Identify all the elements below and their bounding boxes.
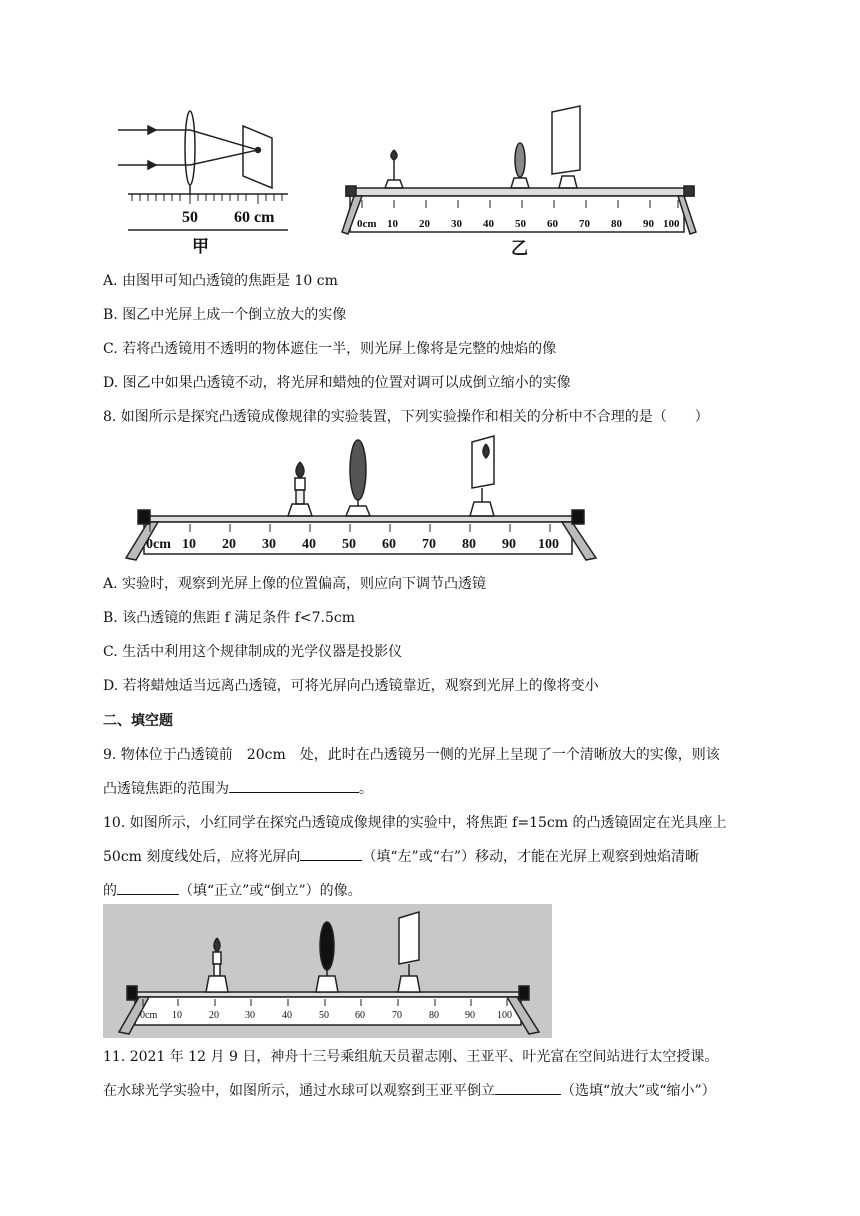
q11-line1: 11. 2021 年 12 月 9 日，神舟十三号乘组航天员翟志刚、王亚平、叶光富在空间站进行太空授课。 xyxy=(103,1049,719,1065)
q11-line2-text: 在水球光学实验中，如图所示，通过水球可以观察到王亚平倒立 xyxy=(103,1083,495,1099)
q7-option-d: D. 图乙中如果凸透镜不动，将光屏和蜡烛的位置对调可以成倒立缩小的实像 xyxy=(103,375,571,391)
q11-line2-end: （选填“放大”或“缩小”） xyxy=(561,1083,716,1099)
q8-tick: 10 xyxy=(182,537,196,552)
q10-line1: 10. 如图所示，小红同学在探究凸透镜成像规律的实验中，将焦距 f=15cm 的凸透镜固定在光具座上 xyxy=(103,815,727,831)
yi-tick: 50 xyxy=(515,218,526,230)
q7-option-a: A. 由图甲可知凸透镜的焦距是 10 cm xyxy=(103,273,338,289)
q8-tick: 30 xyxy=(262,537,276,552)
yi-tick: 0cm xyxy=(357,218,377,230)
yi-label: 乙 xyxy=(511,239,528,258)
q8-option-a: A. 实验时，观察到光屏上像的位置偏高，则应向下调节凸透镜 xyxy=(103,576,487,592)
q8-option-c: C. 生活中利用这个规律制成的光学仪器是投影仪 xyxy=(103,644,403,660)
q10-tick: 30 xyxy=(245,1010,255,1021)
q10-line2-text: 50cm 刻度线处后，应将光屏向 xyxy=(103,849,301,865)
yi-tick: 20 xyxy=(419,218,430,230)
q8-tick: 80 xyxy=(462,537,476,552)
q7-option-b: B. 图乙中光屏上成一个倒立放大的实像 xyxy=(103,307,347,323)
q10-tick: 90 xyxy=(465,1010,475,1021)
q8-stem: 8. 如图所示是探究凸透镜成像规律的实验装置，下列实验操作和相关的分析中不合理的是（ ） xyxy=(103,409,709,425)
q8-tick: 50 xyxy=(342,537,356,552)
q11-answer-blank[interactable] xyxy=(495,1080,561,1095)
q8-tick: 0cm xyxy=(146,537,171,552)
yi-tick: 100 xyxy=(663,218,680,230)
yi-tick: 40 xyxy=(483,218,494,230)
figure-q10-bench xyxy=(103,904,552,1038)
q10-tick: 80 xyxy=(429,1010,439,1021)
jia-ruler-ticks xyxy=(132,194,282,204)
yi-tick: 30 xyxy=(451,218,462,230)
yi-tick: 70 xyxy=(579,218,590,230)
q9-answer-blank[interactable] xyxy=(229,778,359,793)
q9-line2-end: 。 xyxy=(359,781,373,797)
q8-tick: 60 xyxy=(382,537,396,552)
section-heading: 二、填空题 xyxy=(103,713,173,729)
q10-tick: 60 xyxy=(355,1010,365,1021)
figure-jia-yi xyxy=(110,100,710,262)
q8-tick: 100 xyxy=(538,537,559,552)
q8-tick: 40 xyxy=(302,537,316,552)
q8-tick: 20 xyxy=(222,537,236,552)
q11-line2 xyxy=(103,1080,716,1100)
jia-label: 甲 xyxy=(192,237,209,256)
yi-tick: 80 xyxy=(611,218,622,230)
q9-line2 xyxy=(103,778,373,798)
q9-line2-text: 凸透镜焦距的范围为 xyxy=(103,781,229,797)
q8-tick: 90 xyxy=(502,537,516,552)
q8-tick: 70 xyxy=(422,537,436,552)
q10-tick: 0cm xyxy=(140,1010,158,1021)
q10-answer-blank-1[interactable] xyxy=(300,846,362,861)
yi-tick: 90 xyxy=(643,218,654,230)
q8-option-b: B. 该凸透镜的焦距 f 满足条件 f<7.5cm xyxy=(103,610,356,626)
q10-tick: 20 xyxy=(209,1010,219,1021)
q10-tick: 50 xyxy=(319,1010,329,1021)
q10-line2-end: （填“左”或“右”）移动，才能在光屏上观察到烛焰清晰 xyxy=(362,849,700,865)
q10-line3-end: （填“正立”或“倒立”）的像。 xyxy=(179,883,362,899)
q10-tick: 100 xyxy=(497,1010,512,1021)
q10-line3-text: 的 xyxy=(103,883,117,899)
figure-q8-bench xyxy=(110,430,610,566)
q10-tick: 10 xyxy=(172,1010,182,1021)
jia-tick-60: 60 cm xyxy=(234,209,275,226)
figure-yi xyxy=(342,106,696,234)
q10-tick: 70 xyxy=(392,1010,402,1021)
q10-line2 xyxy=(103,846,699,866)
jia-tick-50: 50 xyxy=(182,209,198,226)
q9-line1: 9. 物体位于凸透镜前 20cm 处，此时在凸透镜另一侧的光屏上呈现了一个清晰放大的实像，则该 xyxy=(103,747,720,763)
q10-answer-blank-2[interactable] xyxy=(117,880,179,895)
yi-tick: 60 xyxy=(547,218,558,230)
q10-tick: 40 xyxy=(282,1010,292,1021)
q8-option-d: D. 若将蜡烛适当远离凸透镜，可将光屏向凸透镜靠近，观察到光屏上的像将变小 xyxy=(103,678,599,694)
q10-line3 xyxy=(103,880,362,900)
q7-option-c: C. 若将凸透镜用不透明的物体遮住一半，则光屏上像将是完整的烛焰的像 xyxy=(103,341,557,357)
yi-tick: 10 xyxy=(387,218,398,230)
